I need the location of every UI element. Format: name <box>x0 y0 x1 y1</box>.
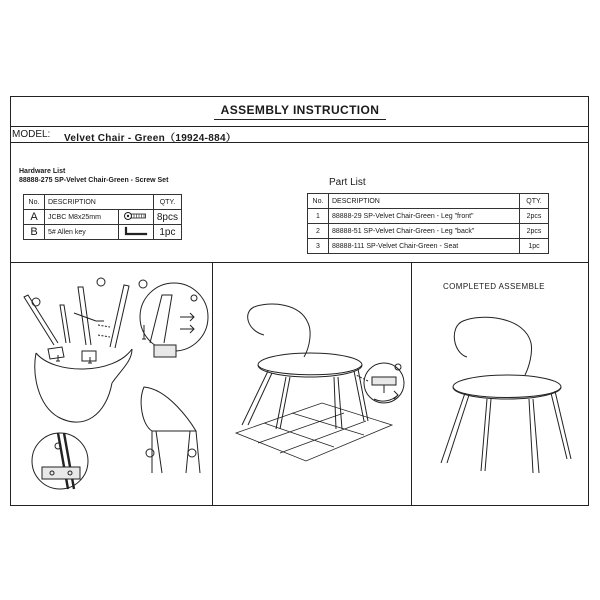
part-row-description: 88888-29 SP-Velvet Chair-Green - Leg "front" <box>329 209 520 224</box>
hardware-header-no: No. <box>24 195 45 210</box>
hardware-row-description: JCBC M8x25mm <box>45 210 119 225</box>
title-underline <box>214 119 386 120</box>
hardware-table-header <box>24 195 182 210</box>
table-row <box>24 225 182 240</box>
table-row <box>24 210 182 225</box>
part-table-header <box>308 194 549 209</box>
part-list-title: Part List <box>329 177 366 188</box>
part-header-qty: QTY. <box>520 194 549 209</box>
part-row-qty: 1pc <box>520 239 549 254</box>
hardware-list-title: Hardware List <box>19 168 66 175</box>
part-row-description: 88888-111 SP-Velvet Chair-Green - Seat <box>329 239 520 254</box>
allen-key-icon <box>118 225 153 240</box>
hardware-row-qty: 8pcs <box>153 210 181 225</box>
part-row-no: 1 <box>308 209 329 224</box>
part-header-no: No. <box>308 194 329 209</box>
page-title: ASSEMBLY INSTRUCTION <box>220 103 380 117</box>
table-row <box>308 224 549 239</box>
part-header-description: DESCRIPTION <box>329 194 520 209</box>
completed-assemble-label: COMPLETED ASSEMBLE <box>443 282 545 291</box>
hardware-list-subtitle: 88888-275 SP-Velvet Chair-Green - Screw Set <box>19 177 169 184</box>
hardware-header-description: DESCRIPTION <box>45 195 154 210</box>
part-row-qty: 2pcs <box>520 224 549 239</box>
part-table <box>307 193 549 254</box>
part-row-no: 3 <box>308 239 329 254</box>
panel-divider <box>212 262 213 506</box>
hardware-row-qty: 1pc <box>153 225 181 240</box>
completed-chair-illustration <box>413 295 589 503</box>
part-row-description: 88888-51 SP-Velvet Chair-Green - Leg "back" <box>329 224 520 239</box>
model-row <box>10 126 589 143</box>
hardware-header-qty: QTY. <box>153 195 181 210</box>
step1-leg-attachment-diagram <box>14 265 210 503</box>
panel-divider <box>10 262 589 263</box>
panel-divider <box>411 262 412 506</box>
screw-icon <box>118 210 153 225</box>
hardware-row-no: A <box>24 210 45 225</box>
part-row-qty: 2pcs <box>520 209 549 224</box>
table-row <box>308 239 549 254</box>
hardware-table <box>23 194 182 240</box>
hardware-row-description: 5# Allen key <box>45 225 119 240</box>
model-label: MODEL: <box>12 129 51 140</box>
table-row <box>308 209 549 224</box>
step2-seat-attachment-diagram <box>214 265 410 503</box>
model-value: Velvet Chair - Green（19924-884） <box>64 133 237 144</box>
part-row-no: 2 <box>308 224 329 239</box>
hardware-row-no: B <box>24 225 45 240</box>
